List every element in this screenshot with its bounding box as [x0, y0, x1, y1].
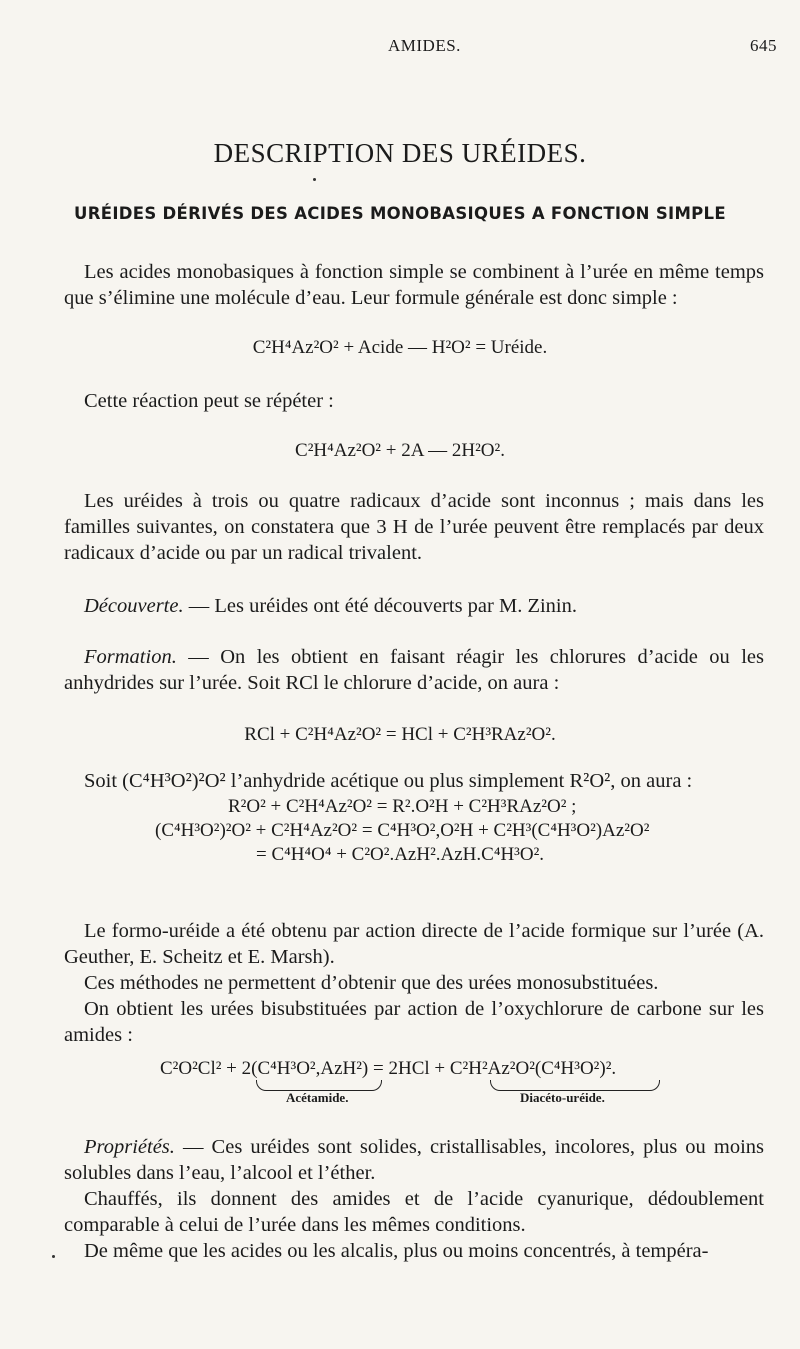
paragraph-radicals: Les uréides à trois ou quatre radicaux d’acide sont inconnus ; mais dans les familles suivantes, on constatera que 3 H de l’urée peuvent être remplacés par deux radicaux d’acide ou par un radical trivalent. [64, 490, 764, 564]
paragraph-heating: Chauffés, ils donnent des amides et de l’acide cyanurique, dédoublement comparable à celui de l’urée dans les mêmes conditions. [64, 1188, 764, 1236]
equation-oxychloride: C²O²Cl² + 2(C⁴H³O²,AzH²) = 2HCl + C²H²Az²O²(C⁴H³O²)². [160, 1058, 617, 1079]
paragraph-formo-ureide: Le formo-uréide a été obtenu par action directe de l’acide formique sur l’urée (A. Geuther, E. Scheitz et E. Marsh). [64, 920, 764, 968]
section-title: DESCRIPTION DES URÉIDES. [213, 138, 587, 168]
formation-text: — On les obtient en faisant réagir les chlorures d’acide ou les anhydrides sur l’urée. Soit RCl le chlorure d’acide, on aura : [64, 646, 764, 694]
paragraph-intro: Les acides monobasiques à fonction simple se combinent à l’urée en même temps que s’élimine une molécule d’eau. Leur formule générale est donc simple : [64, 261, 764, 309]
paragraph-methods: Ces méthodes ne permettent d’obtenir que des urées monosubstituées. [84, 972, 659, 994]
equation-anhydride-3: = C⁴H⁴O⁴ + C²O².AzH².AzH.C⁴H³O². [256, 844, 545, 865]
equation-general-formula: C²H⁴Az²O² + Acide — H²O² = Uréide. [252, 337, 548, 358]
equation-chloride: RCl + C²H⁴Az²O² = HCl + C²H³RAz²O². [244, 724, 556, 745]
page-number: 645 [750, 36, 777, 55]
paragraph-formation [64, 644, 764, 696]
paragraph-decouverte [64, 593, 764, 619]
equation-anhydride-1: R²O² + C²H⁴Az²O² = R².O²H + C²H³RAz²O² ; [228, 796, 577, 817]
paragraph-proprietes [64, 1134, 764, 1186]
decouverte-text: — Les uréides ont été découverts par M. Zinin. [183, 595, 577, 617]
print-speck [52, 1255, 55, 1258]
decouverte-label: Découverte. [84, 595, 184, 617]
subsection-title: URÉIDES DÉRIVÉS DES ACIDES MONOBASIQUES A FONCTION SIMPLE [74, 204, 726, 223]
label-diaceto-ureide: Diacéto-uréide. [520, 1090, 605, 1105]
paragraph-anhydride: Soit (C⁴H³O²)²O² l’anhydride acétique ou plus simplement R²O², on aura : [84, 770, 693, 792]
running-title: AMIDES. [388, 36, 461, 55]
proprietes-label: Propriétés. [84, 1136, 175, 1158]
proprietes-text: — Ces uréides sont solides, cristallisables, incolores, plus ou moins solubles dans l’eau, l’alcool et l’éther. [64, 1136, 764, 1184]
equation-repeat: C²H⁴Az²O² + 2A — 2H²O². [295, 440, 505, 461]
paragraph-repeat: Cette réaction peut se répéter : [84, 390, 334, 412]
paragraph-acids-alkalis: De même que les acides ou les alcalis, plus ou moins concentrés, à tempéra- [84, 1240, 709, 1262]
print-speck [313, 178, 316, 181]
paragraph-bisubstituted: On obtient les urées bisubstituées par action de l’oxychlorure de carbone sur les amides : [64, 998, 764, 1046]
formation-label: Formation. [84, 646, 177, 668]
equation-anhydride-2: (C⁴H³O²)²O² + C²H⁴Az²O² = C⁴H³O²,O²H + C²H³(C⁴H³O²)Az²O² [155, 820, 650, 841]
label-acetamide: Acétamide. [286, 1090, 349, 1105]
